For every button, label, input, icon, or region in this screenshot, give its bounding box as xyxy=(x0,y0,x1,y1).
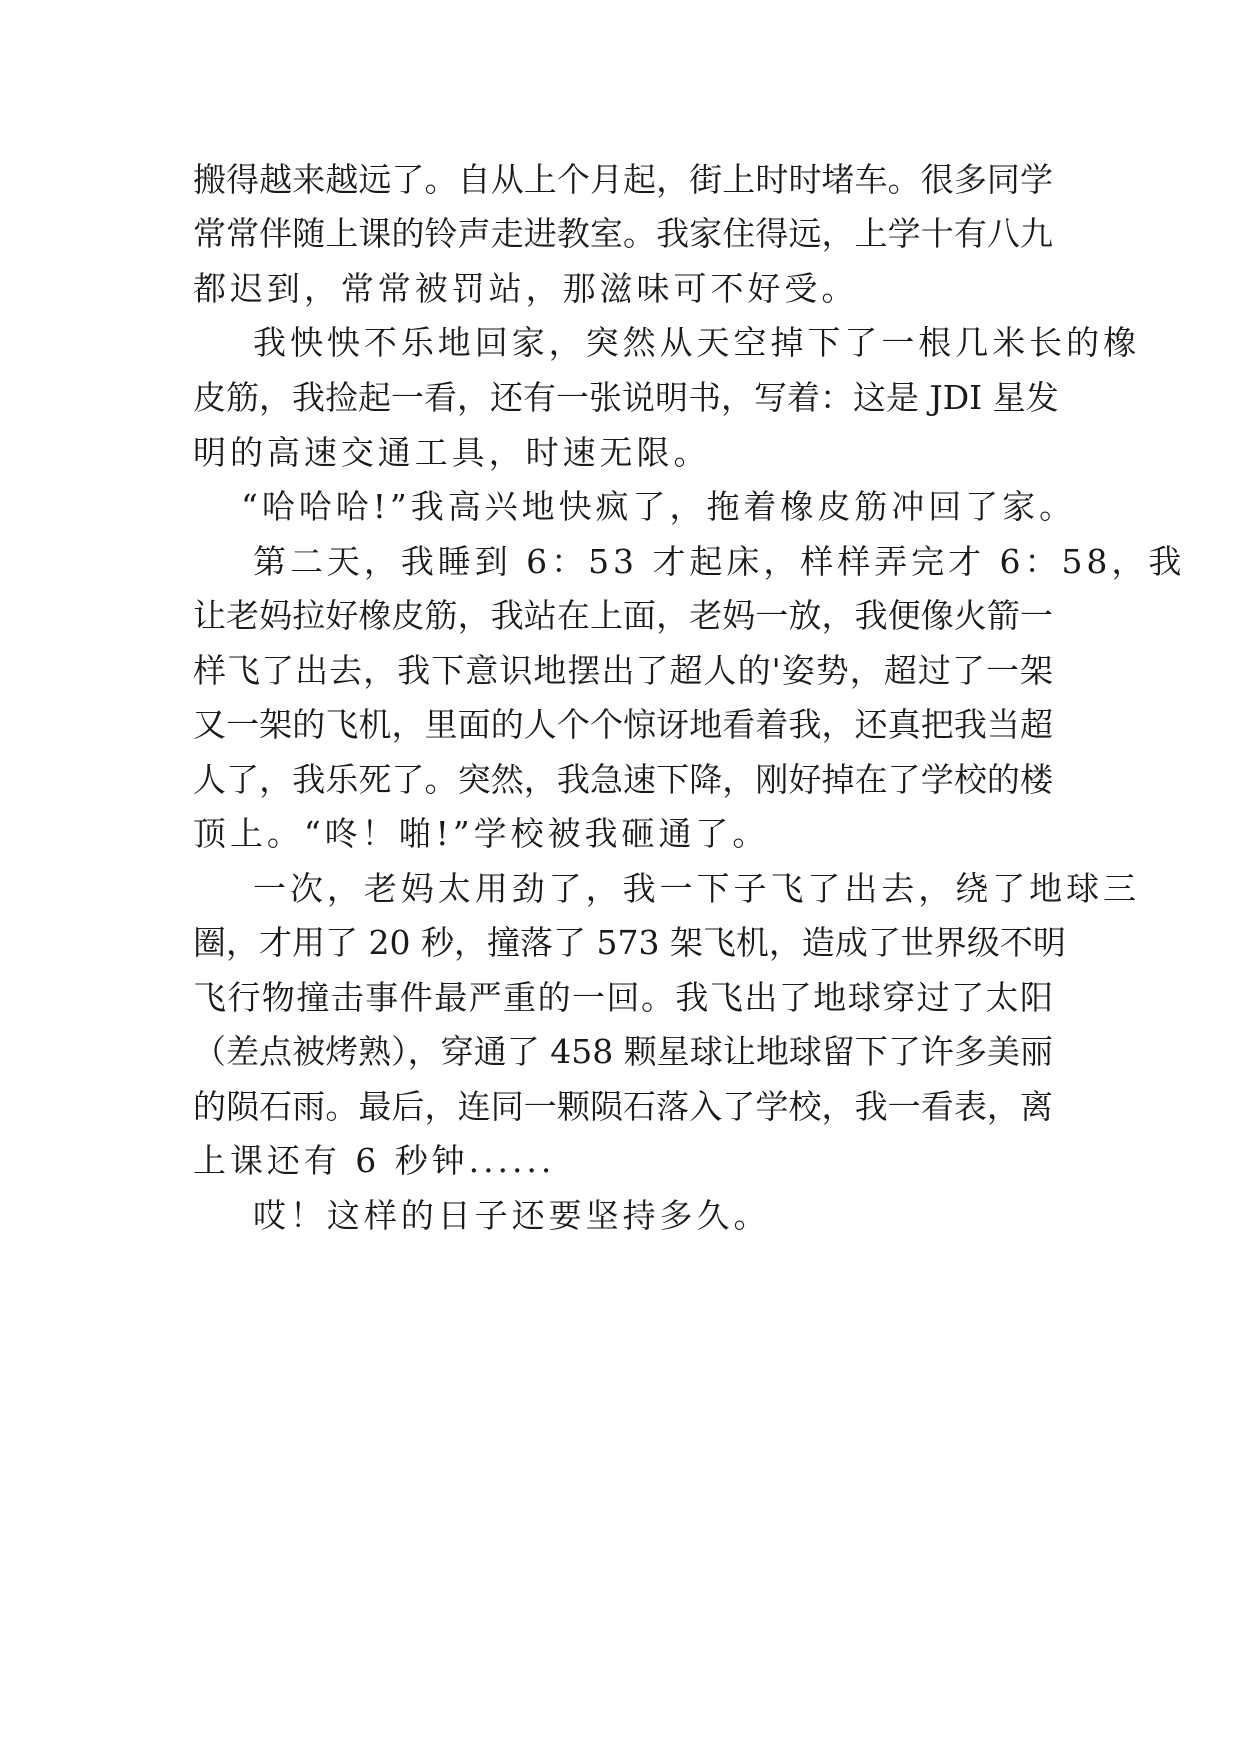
text-line: 让老妈拉好橡皮筋，我站在上面，老妈一放，我便像火箭一 xyxy=(193,596,1053,635)
paragraph-first-line: 一次，老妈太用劲了，我一下子飞了出去，绕了地球三 xyxy=(253,869,1141,908)
paragraph-first-line: 哎！这样的日子还要坚持多久。 xyxy=(253,1196,771,1235)
text-line: 飞行物撞击事件最严重的一回。我飞出了地球穿过了太阳 xyxy=(193,978,1053,1017)
paragraph-first-line: 第二天，我睡到 6：53 才起床，样样弄完才 6：58，我 xyxy=(253,542,1186,581)
paragraph-first-line: 我怏怏不乐地回家，突然从天空掉下了一根几米长的橡 xyxy=(253,323,1141,362)
paragraph-first-line: “哈哈哈!”我高兴地快疯了，拖着橡皮筋冲回了家。 xyxy=(241,487,1077,526)
text-line: 搬得越来越远了。自从上个月起，街上时时堵车。很多同学 xyxy=(193,160,1053,199)
text-line: 人了，我乐死了。突然，我急速下降，刚好掉在了学校的楼 xyxy=(193,760,1053,799)
text-line: 顶上。“咚！啪!”学校被我砸通了。 xyxy=(193,814,770,853)
text-line: 上课还有 6 秒钟...... xyxy=(193,1141,556,1180)
text-line: 皮筋，我捡起一看，还有一张说明书，写着：这是 JDI 星发 xyxy=(193,378,1059,417)
text-line: 圈，才用了 20 秒，撞落了 573 架飞机，造成了世界级不明 xyxy=(193,923,1066,962)
text-line: 又一架的飞机，里面的人个个惊讶地看着我，还真把我当超 xyxy=(193,705,1053,744)
text-line: 常常伴随上课的铃声走进教室。我家住得远，上学十有八九 xyxy=(193,214,1053,253)
text-line: 明的高速交通工具，时速无限。 xyxy=(193,433,711,472)
text-line: 都迟到，常常被罚站，那滋味可不好受。 xyxy=(193,269,859,308)
text-line: 的陨石雨。最后，连同一颗陨石落入了学校，我一看表，离 xyxy=(193,1087,1053,1126)
text-line: 样飞了出去，我下意识地摆出了超人的'姿势，超过了一架 xyxy=(193,651,1053,690)
text-line: （差点被烤熟），穿通了 458 颗星球让地球留下了许多美丽 xyxy=(193,1032,1053,1071)
